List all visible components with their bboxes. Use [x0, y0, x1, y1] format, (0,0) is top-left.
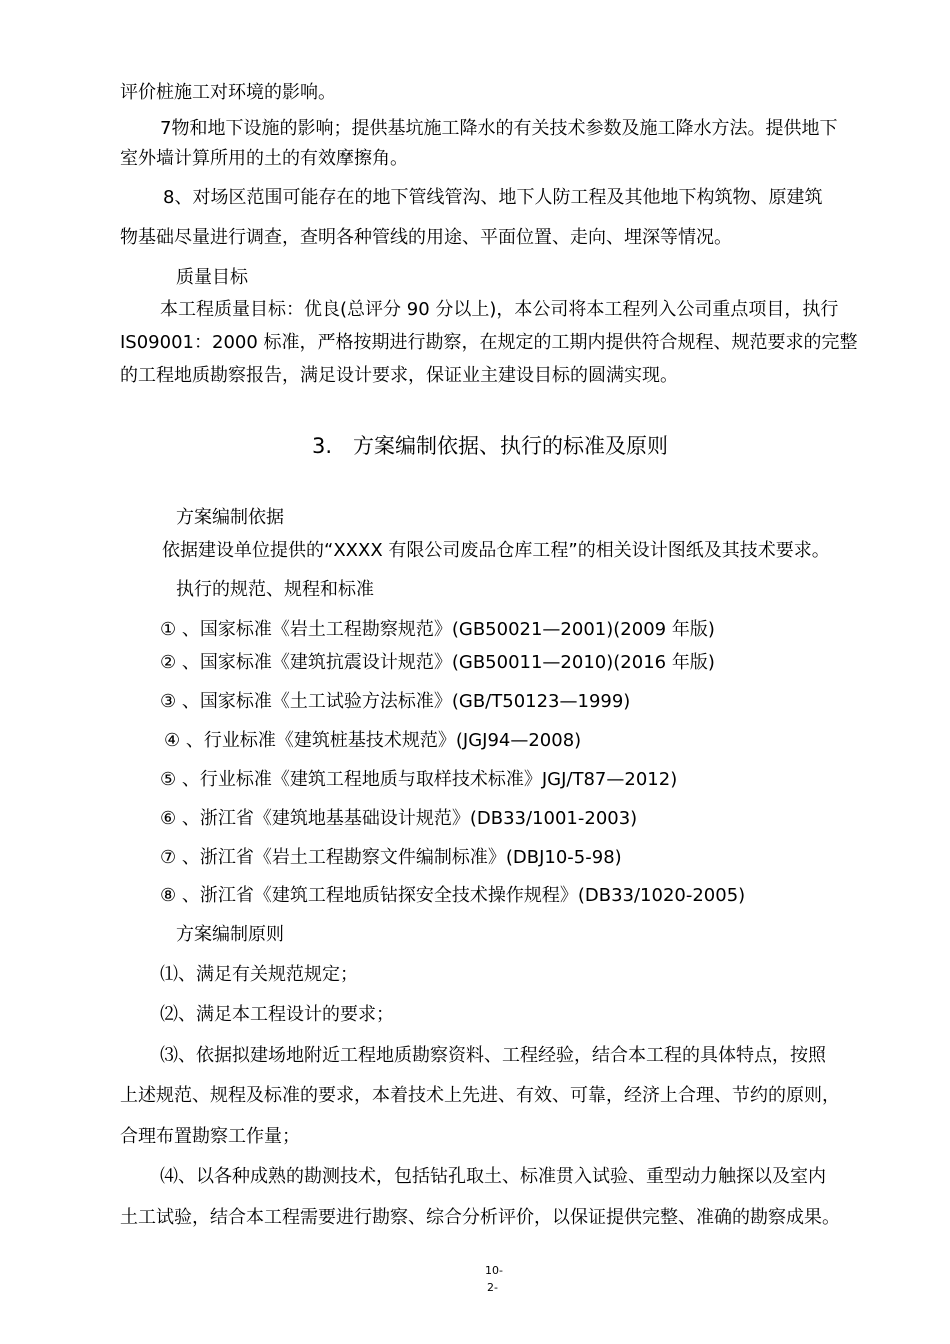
standard-item: ④ 、行业标准《建筑桩基技术规范》(JGJ94—2008) — [164, 730, 582, 751]
paragraph-line: 本工程质量目标：优良(总评分 90 分以上)，本公司将本工程列入公司重点项目，执行 — [160, 299, 839, 320]
paragraph-line: 室外墙计算所用的土的有效摩擦角。 — [120, 148, 408, 169]
paragraph-line: 评价桩施工对环境的影响。 — [120, 82, 336, 103]
subheading-standards: 执行的规范、规程和标准 — [176, 579, 374, 600]
subheading-quality-goal: 质量目标 — [176, 267, 248, 288]
page-number: 10- — [485, 1264, 503, 1277]
standard-item: ⑦ 、浙江省《岩土工程勘察文件编制标准》(DBJ10-5-98) — [160, 847, 622, 868]
principle-line: ⑵、满足本工程设计的要求； — [160, 1004, 394, 1025]
standard-item: ① 、国家标准《岩土工程勘察规范》(GB50021—2001)(2009 年版) — [160, 619, 715, 640]
principle-line: 土工试验，结合本工程需要进行勘察、综合分析评价，以保证提供完整、准确的勘察成果。 — [120, 1207, 840, 1228]
principle-line: 上述规范、规程及标准的要求，本着技术上先进、有效、可靠，经济上合理、节约的原则， — [120, 1085, 840, 1106]
principle-line: ⑷、以各种成熟的勘测技术，包括钻孔取土、标准贯入试验、重型动力触探以及室内 — [160, 1166, 826, 1187]
paragraph-line: 物基础尽量进行调查，查明各种管线的用途、平面位置、走向、埋深等情况。 — [120, 227, 732, 248]
paragraph-line: 8、对场区范围可能存在的地下管线管沟、地下人防工程及其他地下构筑物、原建筑 — [163, 187, 823, 208]
section-heading: 3. 方案编制依据、执行的标准及原则 — [312, 434, 669, 458]
principle-line: 合理布置勘察工作量； — [120, 1126, 300, 1147]
page-number: 2- — [487, 1281, 498, 1294]
standard-item: ⑧ 、浙江省《建筑工程地质钻探安全技术操作规程》(DB33/1020-2005) — [160, 885, 746, 906]
standard-item: ② 、国家标准《建筑抗震设计规范》(GB50011—2010)(2016 年版) — [160, 652, 715, 673]
subheading-principles: 方案编制原则 — [176, 924, 284, 945]
paragraph-line: IS09001：2000 标准，严格按期进行勘察，在规定的工期内提供符合规程、规范要求的完整 — [120, 332, 858, 353]
principle-line: ⑶、依据拟建场地附近工程地质勘察资料、工程经验，结合本工程的具体特点，按照 — [160, 1045, 826, 1066]
subheading-basis: 方案编制依据 — [176, 507, 284, 528]
standard-item: ⑥ 、浙江省《建筑地基基础设计规范》(DB33/1001-2003) — [160, 808, 638, 829]
principle-line: ⑴、满足有关规范规定； — [160, 964, 358, 985]
paragraph-line: 的工程地质勘察报告，满足设计要求，保证业主建设目标的圆满实现。 — [120, 365, 678, 386]
paragraph-line: 依据建设单位提供的“XXXX 有限公司废品仓库工程”的相关设计图纸及其技术要求。 — [162, 540, 830, 561]
standard-item: ③ 、国家标准《土工试验方法标准》(GB/T50123—1999) — [160, 691, 631, 712]
standard-item: ⑤ 、行业标准《建筑工程地质与取样技术标准》JGJ/T87—2012) — [160, 769, 678, 790]
paragraph-line: 7物和地下设施的影响；提供基坑施工降水的有关技术参数及施工降水方法。提供地下 — [160, 118, 838, 139]
